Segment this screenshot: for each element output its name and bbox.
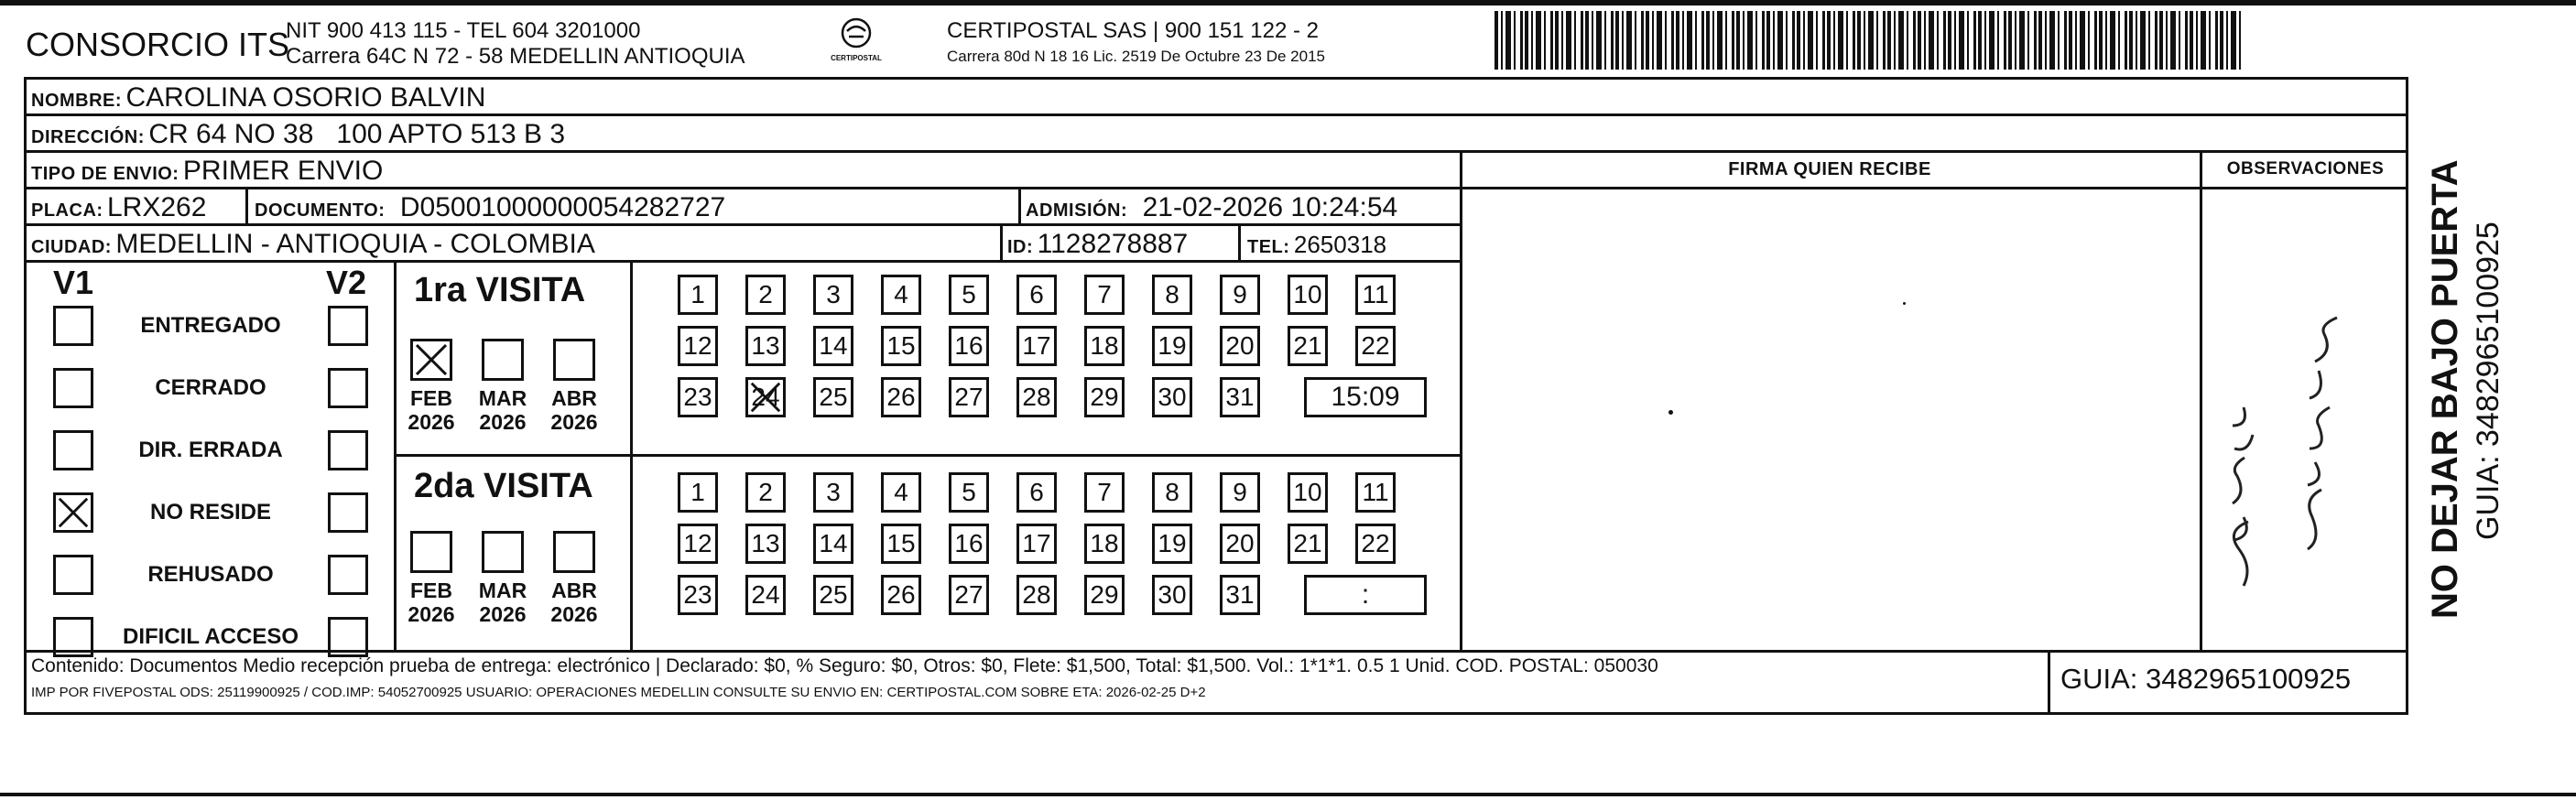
tipo-value: PRIMER ENVIO bbox=[182, 156, 384, 186]
id-value: 1128278887 bbox=[1037, 229, 1189, 259]
month-checkbox[interactable] bbox=[410, 339, 452, 381]
day-checkbox[interactable]: 15 bbox=[881, 326, 921, 366]
placa-label: PLACA: bbox=[31, 200, 103, 221]
direccion-value: CR 64 NO 38 100 APTO 513 B 3 bbox=[148, 119, 566, 149]
day-checkbox[interactable]: 14 bbox=[813, 326, 853, 366]
observaciones-handwriting bbox=[2207, 247, 2399, 613]
first-visit-title: 1ra VISITA bbox=[414, 271, 586, 309]
v1-checkbox[interactable] bbox=[53, 368, 93, 408]
month-year: 2026 bbox=[479, 602, 527, 626]
day-checkbox[interactable]: 9 bbox=[1220, 472, 1260, 513]
day-checkbox[interactable]: 9 bbox=[1220, 275, 1260, 315]
barcode bbox=[1495, 11, 2244, 70]
month-name: FEB bbox=[410, 386, 452, 410]
day-checkbox[interactable]: 5 bbox=[949, 472, 989, 513]
day-checkbox[interactable]: 26 bbox=[881, 377, 921, 417]
day-checkbox[interactable]: 17 bbox=[1016, 524, 1057, 564]
day-checkbox[interactable]: 5 bbox=[949, 275, 989, 315]
tipo-label: TIPO DE ENVIO: bbox=[31, 164, 179, 184]
day-checkbox[interactable]: 21 bbox=[1288, 524, 1328, 564]
placa-field bbox=[31, 192, 206, 223]
mark-dot bbox=[1668, 410, 1673, 415]
day-checkbox[interactable]: 3 bbox=[813, 472, 853, 513]
day-checkbox[interactable]: 22 bbox=[1355, 524, 1396, 564]
id-field bbox=[1007, 229, 1188, 260]
day-checkbox[interactable]: 1 bbox=[678, 472, 718, 513]
tel-value: 2650318 bbox=[1293, 231, 1387, 258]
month-name: FEB bbox=[410, 578, 452, 602]
month-name: ABR bbox=[551, 386, 597, 410]
v2-checkbox[interactable] bbox=[328, 492, 368, 533]
day-checkbox[interactable]: 8 bbox=[1152, 472, 1192, 513]
day-checkbox[interactable]: 7 bbox=[1084, 472, 1125, 513]
status-label: CERRADO bbox=[155, 375, 266, 400]
second-visit-title: 2da VISITA bbox=[414, 467, 593, 505]
day-checkbox[interactable]: 30 bbox=[1152, 575, 1192, 615]
status-label: REHUSADO bbox=[147, 562, 274, 587]
day-checkbox[interactable]: 16 bbox=[949, 524, 989, 564]
day-checkbox[interactable]: 31 bbox=[1220, 377, 1260, 417]
ciudad-field bbox=[31, 229, 595, 260]
status-label: ENTREGADO bbox=[140, 313, 281, 338]
month-name: ABR bbox=[551, 578, 597, 602]
v1-checkbox[interactable] bbox=[53, 430, 93, 470]
company-name: CONSORCIO ITS bbox=[26, 26, 290, 63]
day-checkbox[interactable]: 29 bbox=[1084, 575, 1125, 615]
v2-label: V2 bbox=[326, 264, 367, 301]
day-checkbox[interactable]: 27 bbox=[949, 575, 989, 615]
day-checkbox[interactable]: 3 bbox=[813, 275, 853, 315]
time-field[interactable]: 15:09 bbox=[1304, 377, 1427, 417]
day-checkbox[interactable]: 31 bbox=[1220, 575, 1260, 615]
day-checkbox[interactable]: 21 bbox=[1288, 326, 1328, 366]
day-checkbox[interactable]: 25 bbox=[813, 575, 853, 615]
day-checkbox[interactable]: 30 bbox=[1152, 377, 1192, 417]
day-checkbox[interactable]: 13 bbox=[745, 326, 786, 366]
documento-label: DOCUMENTO: bbox=[255, 200, 386, 221]
day-checkbox[interactable]: 27 bbox=[949, 377, 989, 417]
tel-label: TEL: bbox=[1247, 237, 1290, 257]
day-checkbox[interactable]: 24 bbox=[745, 377, 786, 417]
admision-label: ADMISIÓN: bbox=[1026, 200, 1128, 221]
tipo-row bbox=[31, 156, 383, 187]
side-guia: GUIA: 3482965100925 bbox=[2471, 222, 2505, 540]
month-label bbox=[469, 386, 537, 434]
day-checkbox[interactable]: 4 bbox=[881, 275, 921, 315]
placa-value: LRX262 bbox=[107, 192, 207, 222]
day-checkbox[interactable]: 12 bbox=[678, 326, 718, 366]
day-checkbox[interactable]: 18 bbox=[1084, 524, 1125, 564]
month-label bbox=[469, 578, 537, 626]
day-checkbox[interactable]: 4 bbox=[881, 472, 921, 513]
side-warning: NO DEJAR BAJO PUERTA bbox=[2425, 159, 2465, 619]
day-checkbox[interactable]: 28 bbox=[1016, 575, 1057, 615]
time-field[interactable]: : bbox=[1304, 575, 1427, 615]
month-checkbox[interactable] bbox=[553, 531, 595, 573]
tel-field bbox=[1247, 231, 1386, 259]
month-checkbox[interactable] bbox=[482, 339, 524, 381]
company-address: Carrera 64C N 72 - 58 MEDELLIN ANTIOQUIA bbox=[286, 44, 745, 69]
ciudad-label: CIUDAD: bbox=[31, 237, 112, 257]
logo-text: CERTIPOSTAL bbox=[831, 54, 882, 62]
nombre-label: NOMBRE: bbox=[31, 91, 123, 111]
day-checkbox[interactable]: 16 bbox=[949, 326, 989, 366]
day-checkbox[interactable]: 15 bbox=[881, 524, 921, 564]
v1-checkbox[interactable] bbox=[53, 306, 93, 346]
v2-checkbox[interactable] bbox=[328, 430, 368, 470]
day-checkbox[interactable]: 18 bbox=[1084, 326, 1125, 366]
top-rule bbox=[0, 0, 2576, 5]
month-checkbox[interactable] bbox=[553, 339, 595, 381]
v1-checkbox[interactable] bbox=[53, 492, 93, 533]
direccion-label: DIRECCIÓN: bbox=[31, 127, 145, 147]
status-label: DIFICIL ACCESO bbox=[122, 624, 299, 649]
day-checkbox[interactable]: 24 bbox=[745, 575, 786, 615]
month-year: 2026 bbox=[550, 602, 598, 626]
documento-field bbox=[255, 192, 725, 223]
observaciones-header: OBSERVACIONES bbox=[2226, 159, 2385, 178]
day-checkbox[interactable]: 11 bbox=[1355, 275, 1396, 315]
day-checkbox[interactable]: 1 bbox=[678, 275, 718, 315]
mark-dot bbox=[1903, 302, 1906, 305]
direccion-row bbox=[31, 119, 565, 150]
month-name: MAR bbox=[478, 578, 527, 602]
v1-label: V1 bbox=[53, 264, 94, 301]
month-label bbox=[540, 578, 608, 626]
month-year: 2026 bbox=[479, 410, 527, 434]
day-checkbox[interactable]: 10 bbox=[1288, 275, 1328, 315]
day-checkbox[interactable]: 2 bbox=[745, 275, 786, 315]
day-checkbox[interactable]: 12 bbox=[678, 524, 718, 564]
month-name: MAR bbox=[478, 386, 527, 410]
month-label bbox=[397, 578, 465, 626]
footer-contenido: Contenido: Documentos Medio recepción prueba de entrega: electrónico | Declarado: $0, % Seguro: $0, Otros: $0, Flete: $1,500, Total: $1,500. Vol.: 1*1*1. 0.5 1 Unid. COD. POSTAL: 050030 bbox=[31, 655, 1658, 676]
footer-guia: GUIA: 3482965100925 bbox=[2060, 663, 2352, 695]
month-year: 2026 bbox=[550, 410, 598, 434]
courier-name: CERTIPOSTAL SAS | 900 151 122 - 2 bbox=[947, 18, 1319, 43]
v1-checkbox[interactable] bbox=[53, 555, 93, 595]
month-label bbox=[397, 386, 465, 434]
observaciones-note-text: no reside bbox=[2207, 247, 2212, 248]
day-checkbox[interactable]: 8 bbox=[1152, 275, 1192, 315]
day-checkbox[interactable]: 23 bbox=[678, 377, 718, 417]
documento-value: D05001000000054282727 bbox=[399, 192, 726, 222]
admision-field bbox=[1026, 192, 1397, 223]
v2-checkbox[interactable] bbox=[328, 368, 368, 408]
day-checkbox[interactable]: 19 bbox=[1152, 524, 1192, 564]
day-checkbox[interactable]: 6 bbox=[1016, 472, 1057, 513]
day-checkbox[interactable]: 22 bbox=[1355, 326, 1396, 366]
day-checkbox[interactable]: 14 bbox=[813, 524, 853, 564]
day-checkbox[interactable]: 6 bbox=[1016, 275, 1057, 315]
day-checkbox[interactable]: 23 bbox=[678, 575, 718, 615]
footer-imp: IMP POR FIVEPOSTAL ODS: 25119900925 / COD.IMP: 54052700925 USUARIO: OPERACIONES MEDELLIN CONSULTE SU ENVIO EN: CERTIPOSTAL.COM SOBRE ETA: 2026-02-25 D+2 bbox=[31, 685, 1206, 700]
day-checkbox[interactable]: 20 bbox=[1220, 524, 1260, 564]
courier-address: Carrera 80d N 18 16 Lic. 2519 De Octubre 23 De 2015 bbox=[947, 48, 1325, 65]
month-checkbox[interactable] bbox=[410, 531, 452, 573]
day-checkbox[interactable]: 11 bbox=[1355, 472, 1396, 513]
bottom-rule bbox=[0, 793, 2576, 796]
ciudad-value: MEDELLIN - ANTIOQUIA - COLOMBIA bbox=[115, 229, 595, 259]
month-year: 2026 bbox=[408, 410, 455, 434]
day-checkbox[interactable]: 2 bbox=[745, 472, 786, 513]
admision-value: 21-02-2026 10:24:54 bbox=[1142, 192, 1398, 222]
month-checkbox[interactable] bbox=[482, 531, 524, 573]
day-checkbox[interactable]: 13 bbox=[745, 524, 786, 564]
status-label: DIR. ERRADA bbox=[138, 438, 283, 462]
day-checkbox[interactable]: 7 bbox=[1084, 275, 1125, 315]
day-checkbox[interactable]: 17 bbox=[1016, 326, 1057, 366]
status-label: NO RESIDE bbox=[149, 500, 272, 524]
day-checkbox[interactable]: 19 bbox=[1152, 326, 1192, 366]
nombre-value: CAROLINA OSORIO BALVIN bbox=[125, 82, 486, 113]
day-checkbox[interactable]: 26 bbox=[881, 575, 921, 615]
company-nit: NIT 900 413 115 - TEL 604 3201000 bbox=[286, 18, 641, 43]
firma-header: FIRMA QUIEN RECIBE bbox=[1728, 159, 1931, 179]
certipostal-logo-icon bbox=[824, 16, 888, 73]
v2-checkbox[interactable] bbox=[328, 555, 368, 595]
day-checkbox[interactable]: 29 bbox=[1084, 377, 1125, 417]
day-checkbox[interactable]: 28 bbox=[1016, 377, 1057, 417]
day-checkbox[interactable]: 25 bbox=[813, 377, 853, 417]
v2-checkbox[interactable] bbox=[328, 306, 368, 346]
nombre-row bbox=[31, 82, 485, 114]
month-label bbox=[540, 386, 608, 434]
day-checkbox[interactable]: 10 bbox=[1288, 472, 1328, 513]
day-checkbox[interactable]: 20 bbox=[1220, 326, 1260, 366]
id-label: ID: bbox=[1007, 237, 1034, 257]
month-year: 2026 bbox=[408, 602, 455, 626]
